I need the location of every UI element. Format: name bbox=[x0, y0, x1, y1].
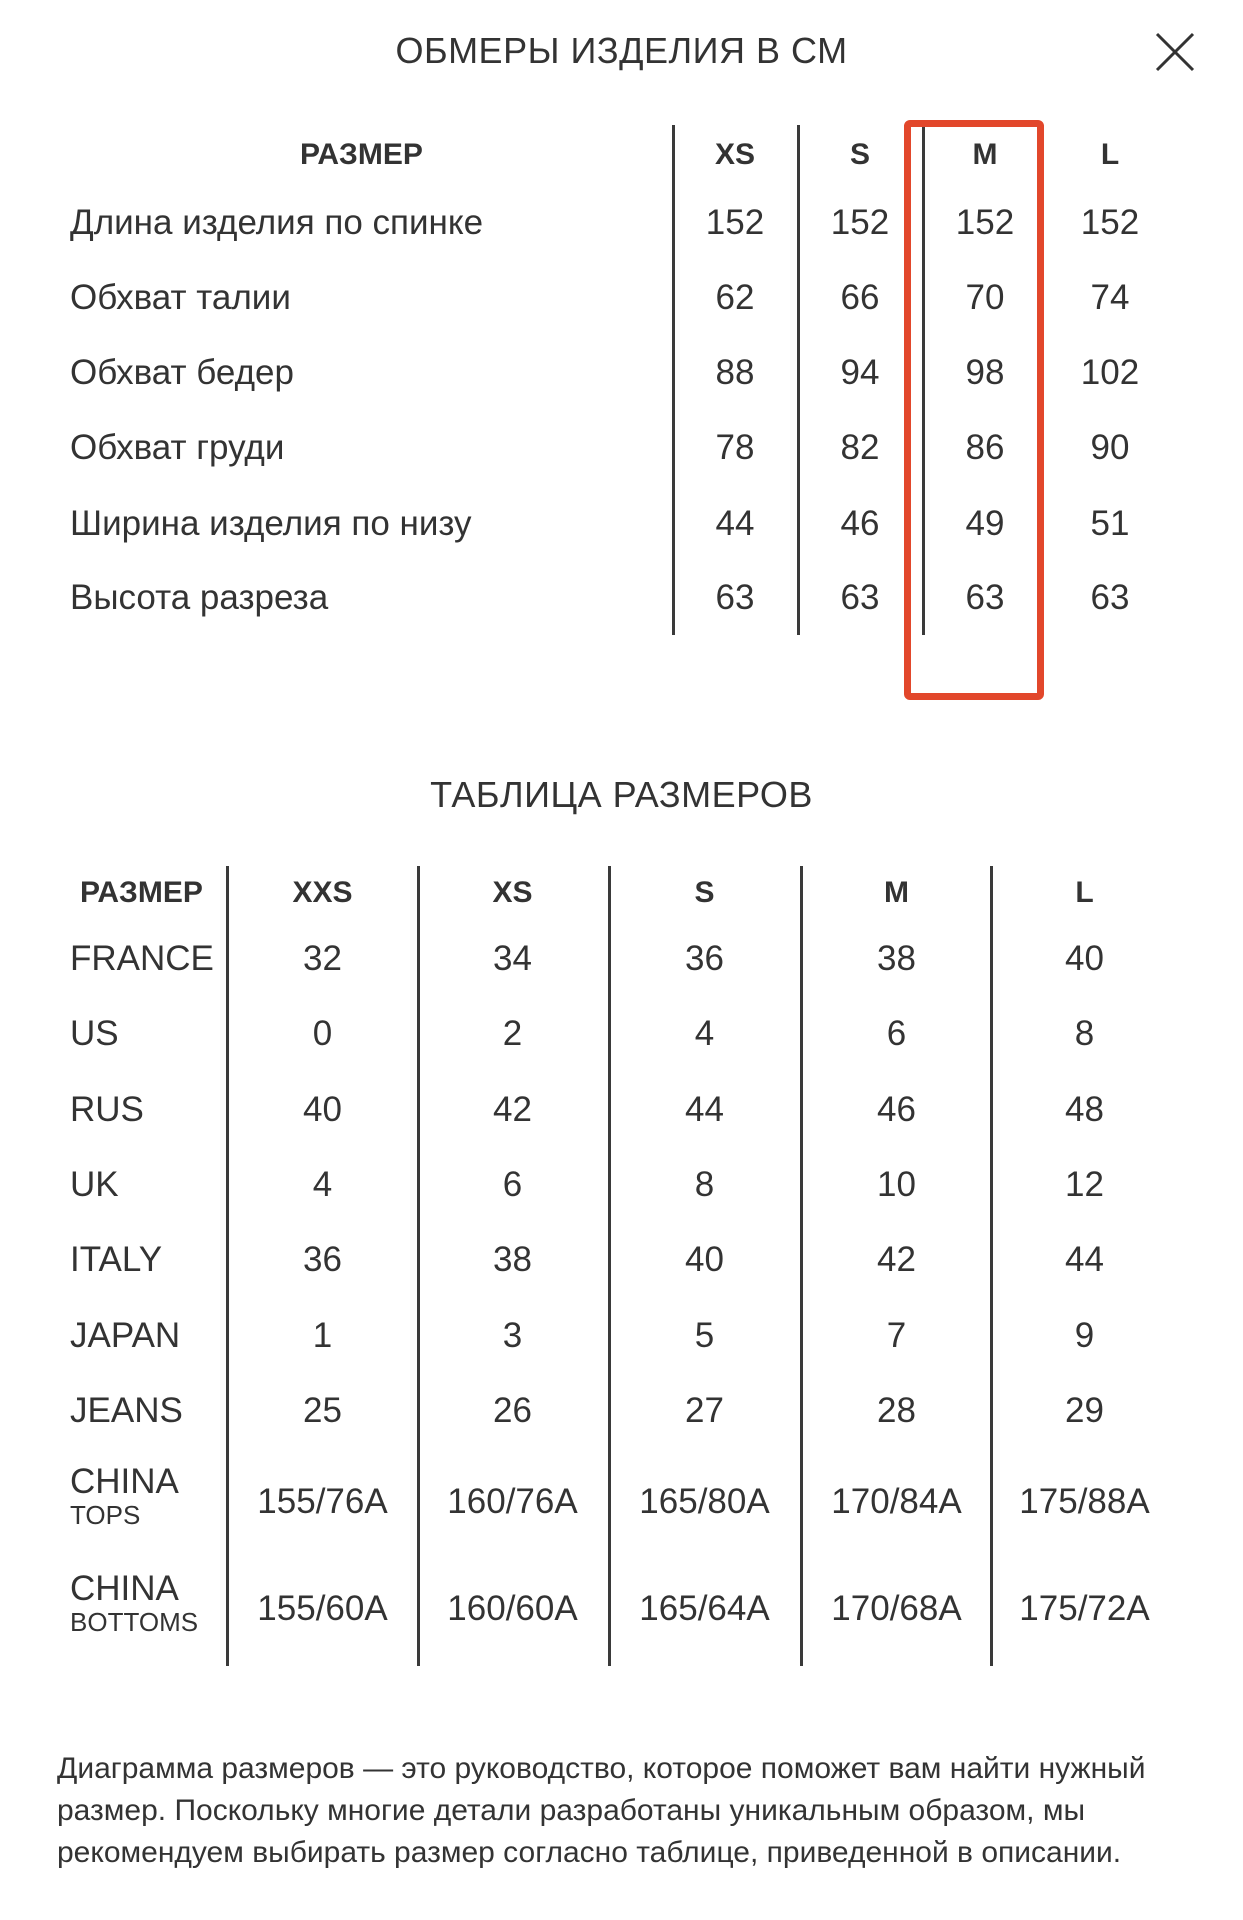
country-sublabel: TOPS bbox=[70, 1500, 141, 1530]
size-value: 160/76A bbox=[447, 1482, 578, 1521]
size-value: 46 bbox=[877, 1090, 916, 1129]
measurement-value: 44 bbox=[715, 504, 755, 543]
size-value: 44 bbox=[685, 1090, 724, 1129]
measurement-value: 51 bbox=[1090, 504, 1130, 543]
size-value: 6 bbox=[886, 1014, 907, 1053]
size-header-xs: XS bbox=[714, 138, 756, 171]
measurements-title: ОБМЕРЫ ИЗДЕЛИЯ В СМ bbox=[395, 30, 848, 71]
measurement-value: 86 bbox=[965, 428, 1005, 467]
size-value: 12 bbox=[1065, 1165, 1104, 1204]
size-value: 36 bbox=[685, 939, 724, 978]
measurement-label: Обхват бедер bbox=[70, 353, 294, 392]
size-header-m: M bbox=[972, 138, 998, 171]
size-value: 26 bbox=[493, 1391, 532, 1430]
column-divider bbox=[608, 866, 611, 1666]
size-value: 36 bbox=[303, 1240, 342, 1279]
size-value: 40 bbox=[1065, 939, 1104, 978]
column-divider bbox=[797, 125, 800, 635]
size-value: 42 bbox=[877, 1240, 916, 1279]
measurement-value: 62 bbox=[715, 278, 755, 317]
measurement-value: 63 bbox=[715, 578, 755, 617]
column-divider bbox=[800, 866, 803, 1666]
country-label: ITALY bbox=[70, 1240, 163, 1279]
size-value: 175/88A bbox=[1019, 1482, 1150, 1521]
size-header-m: M bbox=[884, 876, 909, 909]
size-value: 29 bbox=[1065, 1391, 1104, 1430]
size-value: 44 bbox=[1065, 1240, 1104, 1279]
size-value: 0 bbox=[312, 1014, 333, 1053]
size-header-xs: XS bbox=[492, 876, 533, 909]
measurement-value: 49 bbox=[965, 504, 1005, 543]
size-header-xxs: XXS bbox=[292, 876, 353, 909]
size-header-l: L bbox=[1100, 138, 1120, 171]
measurement-value: 63 bbox=[840, 578, 880, 617]
size-value: 170/68A bbox=[831, 1589, 962, 1628]
country-label: JEANS bbox=[70, 1391, 183, 1430]
size-header-s: S bbox=[694, 876, 715, 909]
size-value: 8 bbox=[1074, 1014, 1095, 1053]
size-value: 4 bbox=[694, 1014, 715, 1053]
measurement-value: 102 bbox=[1080, 353, 1140, 392]
size-value: 7 bbox=[886, 1316, 907, 1355]
size-value: 27 bbox=[685, 1391, 724, 1430]
size-value: 2 bbox=[502, 1014, 523, 1053]
size-value: 48 bbox=[1065, 1090, 1104, 1129]
measurement-value: 152 bbox=[1080, 203, 1140, 242]
measurement-label: Обхват талии bbox=[70, 278, 291, 317]
country-label: JAPAN bbox=[70, 1316, 181, 1355]
size-value: 155/60A bbox=[257, 1589, 388, 1628]
measurement-label: Ширина изделия по низу bbox=[70, 504, 472, 543]
close-icon bbox=[1145, 22, 1205, 82]
measurement-label: Обхват груди bbox=[70, 428, 285, 467]
measurement-value: 98 bbox=[965, 353, 1005, 392]
size-value: 1 bbox=[312, 1316, 333, 1355]
measurement-value: 46 bbox=[840, 504, 880, 543]
size-value: 32 bbox=[303, 939, 342, 978]
measurement-value: 66 bbox=[840, 278, 880, 317]
size-value: 170/84A bbox=[831, 1482, 962, 1521]
size-value: 8 bbox=[694, 1165, 715, 1204]
country-sublabel: BOTTOMS bbox=[70, 1607, 199, 1637]
measurement-label: Длина изделия по спинке bbox=[70, 203, 484, 242]
size-value: 165/64A bbox=[639, 1589, 770, 1628]
measurement-value: 82 bbox=[840, 428, 880, 467]
size-value: 38 bbox=[493, 1240, 532, 1279]
size-value: 155/76A bbox=[257, 1482, 388, 1521]
size-table-header-label: РАЗМЕР bbox=[80, 876, 203, 909]
size-value: 38 bbox=[877, 939, 916, 978]
measurement-value: 152 bbox=[955, 203, 1015, 242]
size-value: 40 bbox=[303, 1090, 342, 1129]
country-label: CHINA bbox=[70, 1569, 179, 1608]
measurement-value: 152 bbox=[705, 203, 765, 242]
size-value: 175/72A bbox=[1019, 1589, 1150, 1628]
column-divider bbox=[226, 866, 229, 1666]
measurement-value: 70 bbox=[965, 278, 1005, 317]
size-value: 3 bbox=[502, 1316, 523, 1355]
size-header-l: L bbox=[1075, 876, 1094, 909]
size-value: 25 bbox=[303, 1391, 342, 1430]
size-header-s: S bbox=[849, 138, 870, 171]
measurements-header-label: РАЗМЕР bbox=[300, 138, 423, 171]
size-value: 28 bbox=[877, 1391, 916, 1430]
size-value: 165/80A bbox=[639, 1482, 770, 1521]
country-label: UK bbox=[70, 1165, 119, 1204]
measurement-value: 63 bbox=[1090, 578, 1130, 617]
size-value: 9 bbox=[1074, 1316, 1095, 1355]
measurement-label: Высота разреза bbox=[70, 578, 329, 617]
size-value: 4 bbox=[312, 1165, 333, 1204]
close-button[interactable] bbox=[1145, 22, 1205, 82]
country-label: US bbox=[70, 1014, 119, 1053]
size-value: 6 bbox=[502, 1165, 523, 1204]
measurement-value: 94 bbox=[840, 353, 880, 392]
size-value: 40 bbox=[685, 1240, 724, 1279]
country-label: FRANCE bbox=[70, 939, 214, 978]
measurement-value: 90 bbox=[1090, 428, 1130, 467]
measurement-value: 88 bbox=[715, 353, 755, 392]
size-value: 34 bbox=[493, 939, 532, 978]
size-value: 42 bbox=[493, 1090, 532, 1129]
size-value: 10 bbox=[877, 1165, 916, 1204]
size-value: 160/60A bbox=[447, 1589, 578, 1628]
measurement-value: 63 bbox=[965, 578, 1005, 617]
size-guide-disclaimer: Диаграмма размеров — это руководство, которое поможет вам найти нужный размер. Поскольку многие детали разработаны уникальным образом, мы рекомендуем выбирать размер согласно таблице, приведенной в описании. bbox=[57, 1752, 1146, 1869]
country-label: CHINA bbox=[70, 1462, 179, 1501]
measurement-value: 74 bbox=[1090, 278, 1130, 317]
column-divider bbox=[672, 125, 675, 635]
size-value: 5 bbox=[694, 1316, 715, 1355]
country-label: RUS bbox=[70, 1090, 144, 1129]
size-table-title: ТАБЛИЦА РАЗМЕРОВ bbox=[430, 774, 813, 815]
measurement-value: 78 bbox=[715, 428, 755, 467]
measurement-value: 152 bbox=[830, 203, 890, 242]
